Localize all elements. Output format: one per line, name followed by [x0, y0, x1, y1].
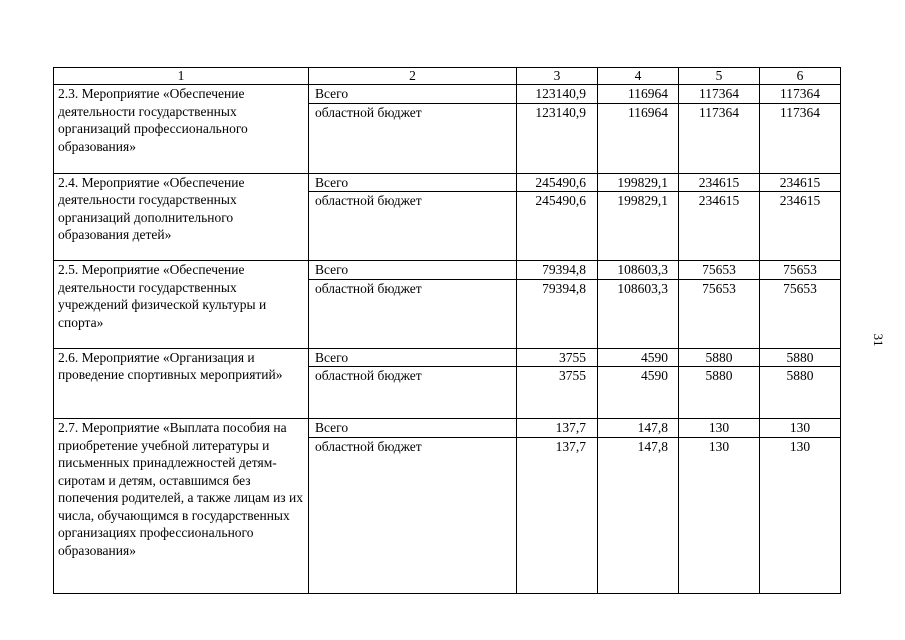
value-cell: 234615: [679, 173, 760, 192]
source-label: областной бюджет: [309, 103, 517, 173]
value-cell: 117364: [679, 103, 760, 173]
header-cell: 4: [598, 68, 679, 85]
activity-description: 2.4. Мероприятие «Обеспечение деятельности государственных организаций дополнительного образования детей»: [54, 173, 309, 261]
value-cell: 75653: [760, 261, 841, 280]
budget-table: [53, 67, 841, 594]
value-cell: 117364: [760, 103, 841, 173]
value-cell: 234615: [760, 192, 841, 261]
value-cell: 130: [760, 419, 841, 438]
value-cell: 4590: [598, 348, 679, 367]
value-cell: 75653: [679, 279, 760, 348]
page-number: 31: [871, 333, 886, 347]
value-cell: 123140,9: [517, 85, 598, 104]
table-row: [54, 348, 841, 367]
value-cell: 199829,1: [598, 192, 679, 261]
value-cell: 130: [760, 437, 841, 593]
source-label: областной бюджет: [309, 437, 517, 593]
value-cell: 79394,8: [517, 261, 598, 280]
table-row: [54, 261, 841, 280]
value-cell: 234615: [760, 173, 841, 192]
table-row: [54, 173, 841, 192]
source-label: областной бюджет: [309, 192, 517, 261]
value-cell: 75653: [679, 261, 760, 280]
header-cell: 1: [54, 68, 309, 85]
value-cell: 5880: [760, 348, 841, 367]
value-cell: 3755: [517, 348, 598, 367]
value-cell: 5880: [679, 367, 760, 419]
activity-description: 2.6. Мероприятие «Организация и проведение спортивных мероприятий»: [54, 348, 309, 419]
value-cell: 5880: [760, 367, 841, 419]
total-label: Всего: [309, 419, 517, 438]
value-cell: 137,7: [517, 419, 598, 438]
value-cell: 5880: [679, 348, 760, 367]
value-cell: 75653: [760, 279, 841, 348]
value-cell: 147,8: [598, 437, 679, 593]
activity-description: 2.7. Мероприятие «Выплата пособия на приобретение учебной литературы и письменных принадлежностей детям-сиротам и детям, оставшимся без попечения родителей, а также лицам из их числа, обучающимся в государственных организациях профессионального образования»: [54, 419, 309, 594]
total-label: Всего: [309, 348, 517, 367]
header-cell: 3: [517, 68, 598, 85]
table-row: [54, 419, 841, 438]
total-label: Всего: [309, 261, 517, 280]
value-cell: 147,8: [598, 419, 679, 438]
total-label: Всего: [309, 85, 517, 104]
value-cell: 245490,6: [517, 192, 598, 261]
value-cell: 108603,3: [598, 279, 679, 348]
total-label: Всего: [309, 173, 517, 192]
source-label: областной бюджет: [309, 279, 517, 348]
value-cell: 199829,1: [598, 173, 679, 192]
value-cell: 117364: [760, 85, 841, 104]
value-cell: 116964: [598, 103, 679, 173]
value-cell: 117364: [679, 85, 760, 104]
value-cell: 130: [679, 419, 760, 438]
header-cell: 2: [309, 68, 517, 85]
header-cell: 5: [679, 68, 760, 85]
value-cell: 234615: [679, 192, 760, 261]
value-cell: 137,7: [517, 437, 598, 593]
value-cell: 3755: [517, 367, 598, 419]
header-row: [54, 68, 841, 85]
table-row: [54, 85, 841, 104]
value-cell: 116964: [598, 85, 679, 104]
value-cell: 130: [679, 437, 760, 593]
activity-description: 2.5. Мероприятие «Обеспечение деятельности государственных учреждений физической культуры и спорта»: [54, 261, 309, 349]
value-cell: 79394,8: [517, 279, 598, 348]
value-cell: 108603,3: [598, 261, 679, 280]
value-cell: 123140,9: [517, 103, 598, 173]
value-cell: 245490,6: [517, 173, 598, 192]
source-label: областной бюджет: [309, 367, 517, 419]
header-cell: 6: [760, 68, 841, 85]
activity-description: 2.3. Мероприятие «Обеспечение деятельности государственных организаций профессионального образования»: [54, 85, 309, 174]
value-cell: 4590: [598, 367, 679, 419]
